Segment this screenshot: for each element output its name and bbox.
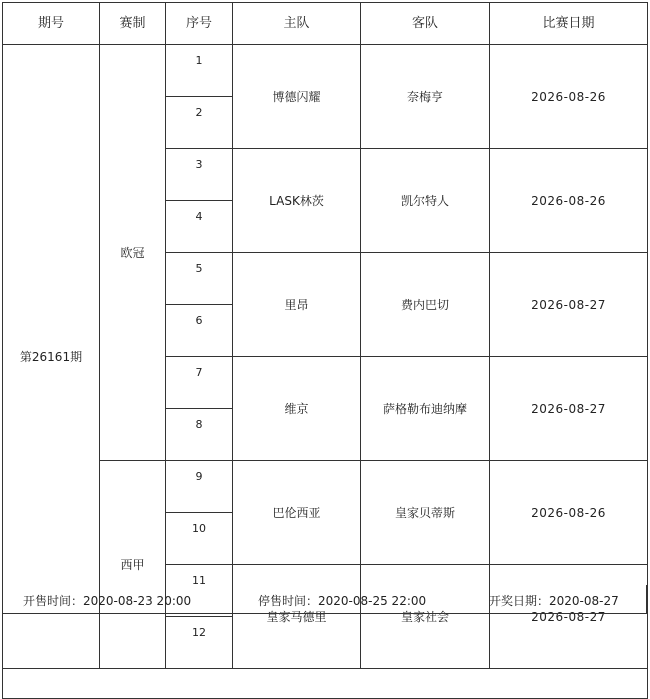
match-date: 2026-08-27 (490, 253, 648, 357)
home-team: 博德闪耀 (233, 45, 361, 149)
match-date: 2026-08-26 (490, 461, 648, 565)
header-format: 赛制 (100, 3, 166, 45)
seq-cell: 3 (166, 149, 233, 201)
seq-cell: 2 (166, 97, 233, 149)
competition-cell: 欧冠 (100, 45, 166, 461)
seq-cell: 10 (166, 513, 233, 565)
match-date: 2026-08-27 (490, 565, 648, 669)
header-period: 期号 (3, 3, 100, 45)
seq-cell: 1 (166, 45, 233, 97)
seq-cell: 11 (166, 565, 233, 617)
away-team: 萨格勒布迪纳摩 (361, 357, 490, 461)
blank-row (3, 669, 648, 699)
sale-info-footer (2, 585, 647, 614)
draw-date: 开奖日期：2020-08-27 (489, 594, 619, 608)
seq-cell: 4 (166, 201, 233, 253)
away-team: 费内巴切 (361, 253, 490, 357)
table-row (3, 45, 648, 97)
away-team: 皇家贝蒂斯 (361, 461, 490, 565)
away-team: 凯尔特人 (361, 149, 490, 253)
period-cell: 第26161期 (3, 45, 100, 669)
table-row (3, 461, 648, 513)
match-date: 2026-08-26 (490, 45, 648, 149)
header-date: 比赛日期 (490, 3, 648, 45)
seq-cell: 7 (166, 357, 233, 409)
home-team: 皇家马德里 (233, 565, 361, 669)
seq-cell: 8 (166, 409, 233, 461)
home-team: LASK林茨 (233, 149, 361, 253)
home-team: 里昂 (233, 253, 361, 357)
away-team: 皇家社会 (361, 565, 490, 669)
sale-stop-time: 停售时间：2020-08-25 22:00 (258, 594, 427, 608)
home-team: 巴伦西亚 (233, 461, 361, 565)
header-away: 客队 (361, 3, 490, 45)
header-home: 主队 (233, 3, 361, 45)
seq-cell: 9 (166, 461, 233, 513)
blank-cell (3, 669, 648, 699)
seq-cell: 12 (166, 617, 233, 669)
away-team: 奈梅亨 (361, 45, 490, 149)
home-team: 维京 (233, 357, 361, 461)
competition-cell: 西甲 (100, 461, 166, 669)
sale-start-time: 开售时间：2020-08-23 20:00 (23, 594, 192, 608)
header-row (3, 3, 648, 45)
header-seq: 序号 (166, 3, 233, 45)
seq-cell: 6 (166, 305, 233, 357)
match-date: 2026-08-26 (490, 149, 648, 253)
match-date: 2026-08-27 (490, 357, 648, 461)
seq-cell: 5 (166, 253, 233, 305)
